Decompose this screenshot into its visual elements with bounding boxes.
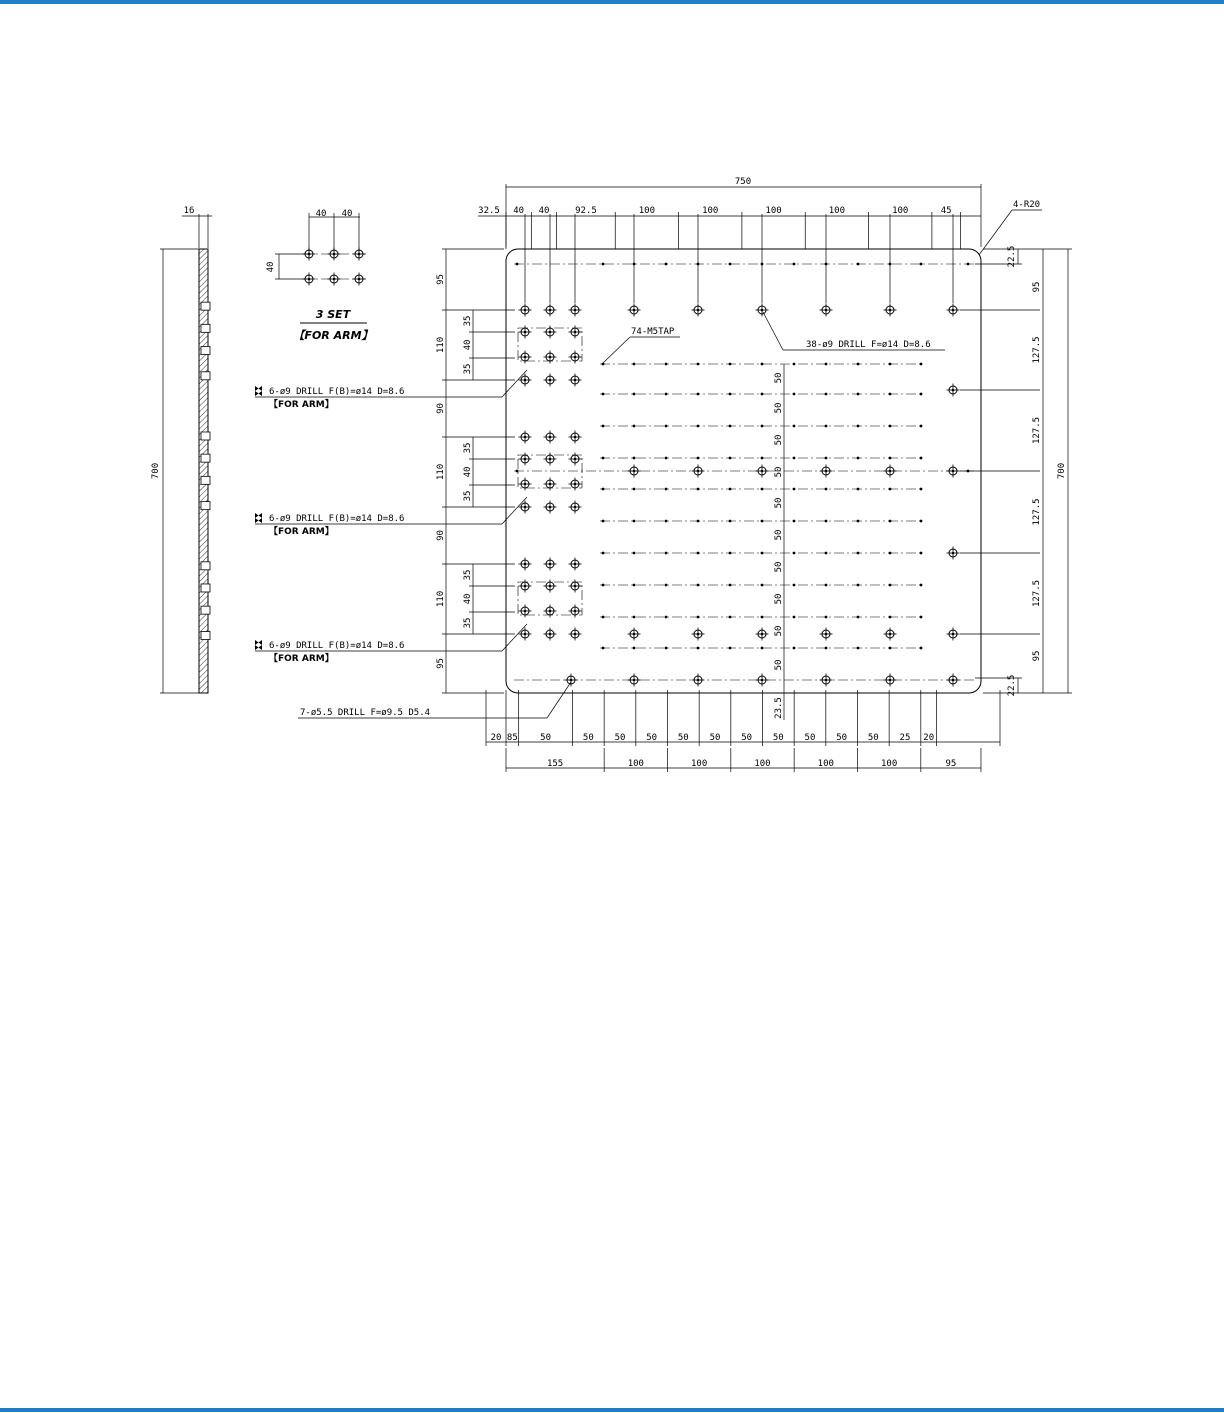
tap-hole — [857, 647, 860, 650]
tap-hole — [729, 363, 732, 366]
tap-hole — [889, 616, 892, 619]
bottom-chain-2-label: 100 — [881, 759, 898, 769]
side-counterbore — [201, 584, 210, 592]
side-height-dim: 700 — [151, 462, 161, 480]
bottom-dimension-chain — [486, 690, 1000, 772]
thickness-dim: 16 — [183, 206, 195, 216]
tap-hole — [697, 393, 700, 396]
drill-hole — [519, 501, 532, 514]
tap-hole — [761, 457, 764, 460]
drill-main-note: 38-ø9 DRILL F=ø14 D=8.6 — [806, 340, 931, 350]
tap-hole — [633, 488, 636, 491]
drill-hole — [692, 465, 705, 478]
drill-hole — [692, 628, 705, 641]
tap-hole — [761, 552, 764, 555]
side-counterbore — [201, 346, 210, 354]
tap-hole — [729, 425, 732, 428]
tap-hole — [729, 488, 732, 491]
tap-hole — [761, 425, 764, 428]
drill-hole — [692, 674, 705, 687]
side-counterbore — [201, 606, 210, 614]
side-counterbore — [201, 432, 210, 440]
tap-hole — [920, 584, 923, 587]
left-chain-label: 110 — [436, 463, 446, 481]
tap-hole — [889, 584, 892, 587]
for-arm-label: 【FOR ARM】 — [293, 329, 373, 342]
drill-hole — [569, 605, 582, 618]
bottom-chain-1-label: 50 — [582, 733, 594, 743]
bottom-chain-1-label: 50 — [867, 733, 879, 743]
tap-hole — [761, 584, 764, 587]
top-chain-label: 40 — [538, 206, 550, 216]
tap-hole — [602, 520, 605, 523]
tap-hole — [793, 488, 796, 491]
left-chain-label: 110 — [436, 590, 446, 608]
drill-hole — [544, 374, 557, 387]
drill-hole — [820, 674, 833, 687]
drill-hole — [519, 351, 532, 364]
center-chain-label: 50 — [774, 372, 784, 384]
tap-hole — [857, 552, 860, 555]
tap-hole — [761, 363, 764, 366]
tap-hole — [825, 552, 828, 555]
top-chain-label: 45 — [940, 206, 952, 216]
tap-hole — [633, 363, 636, 366]
bottom-chain-2-label: 100 — [691, 759, 708, 769]
right-chain-label: 127.5 — [1032, 498, 1042, 526]
tap-hole — [793, 425, 796, 428]
bottom-chain-1-label: 50 — [540, 733, 552, 743]
corner-radius-note: 4-R20 — [1013, 200, 1041, 210]
tap-hole — [665, 647, 668, 650]
center-chain-label: 50 — [774, 466, 784, 478]
tap-hole — [697, 584, 700, 587]
tap-hole — [633, 425, 636, 428]
right-chain-label: 95 — [1032, 281, 1042, 293]
bottom-chain-1-label: 50 — [836, 733, 848, 743]
drill-arm-note-3 — [255, 624, 527, 664]
bottom-chain-1-label: 50 — [741, 733, 753, 743]
tap-hole — [729, 584, 732, 587]
tap-hole — [920, 393, 923, 396]
tap-hole — [665, 488, 668, 491]
tap-hole — [697, 425, 700, 428]
tap-hole — [729, 552, 732, 555]
top-chain-label: 100 — [765, 206, 782, 216]
bottom-chain-1-label: 50 — [677, 733, 689, 743]
side-counterbore — [201, 372, 210, 380]
center-chain-label: 23.5 — [774, 697, 784, 719]
tap-hole — [633, 616, 636, 619]
center-chain-label: 50 — [774, 625, 784, 637]
tap-hole — [633, 393, 636, 396]
bottom-chain-2-label: 100 — [627, 759, 644, 769]
drill-hole — [947, 628, 960, 641]
drill-small-note: 7-ø5.5 DRILL F=ø9.5 D5.4 — [300, 708, 431, 718]
side-counterbore — [201, 562, 210, 570]
drill-hole — [569, 453, 582, 466]
tap-hole — [633, 584, 636, 587]
tap-hole — [793, 552, 796, 555]
drill-hole — [628, 304, 641, 317]
tap-hole — [920, 520, 923, 523]
top-chain-label: 32.5 — [478, 206, 500, 216]
left-inner-label: 35 — [463, 617, 473, 629]
tap-hole — [665, 552, 668, 555]
drill-arm-for-1: 【FOR ARM】 — [269, 400, 334, 410]
tap-hole — [633, 647, 636, 650]
tap-hole — [793, 363, 796, 366]
bottom-chain-1-label: 50 — [804, 733, 816, 743]
tap-hole — [889, 425, 892, 428]
left-chain-label: 95 — [436, 658, 446, 669]
drill-hole — [884, 304, 897, 317]
tap-hole — [920, 488, 923, 491]
drill-hole — [544, 580, 557, 593]
tap-note: 74-M5TAP — [631, 327, 675, 337]
drill-arm-note-text-2: 6-ø9 DRILL F(B)=ø14 D=8.6 — [269, 514, 405, 524]
bottom-chain-1-label: 20 — [923, 733, 935, 743]
center-chain-label: 50 — [774, 561, 784, 573]
drill-hole — [544, 605, 557, 618]
drill-arm-for-2: 【FOR ARM】 — [269, 527, 334, 537]
tap-hole — [697, 552, 700, 555]
drill-hole — [569, 374, 582, 387]
drill-hole — [544, 431, 557, 444]
bottom-chain-2-label: 155 — [546, 759, 564, 769]
tap-hole — [920, 425, 923, 428]
tap-hole — [889, 647, 892, 650]
tap-hole — [889, 552, 892, 555]
tap-hole — [761, 647, 764, 650]
tap-hole — [665, 425, 668, 428]
tap-hole — [697, 616, 700, 619]
bottom-chain-1-label: 50 — [709, 733, 721, 743]
tap-hole — [889, 520, 892, 523]
tap-hole — [761, 393, 764, 396]
arm-spacing-x2: 40 — [341, 209, 353, 219]
center-chain-label: 50 — [774, 497, 784, 509]
drill-arm-note-1 — [255, 370, 527, 410]
side-view — [151, 206, 212, 693]
tap-hole — [825, 425, 828, 428]
tap-hole — [602, 363, 605, 366]
drill-hole — [519, 374, 532, 387]
drill-hole — [569, 580, 582, 593]
drill-hole — [820, 304, 833, 317]
drill-hole — [519, 431, 532, 444]
drill-arm-note-text-1: 6-ø9 DRILL F(B)=ø14 D=8.6 — [269, 387, 405, 397]
tap-hole — [697, 363, 700, 366]
left-dimension-chain — [436, 274, 515, 669]
drill-holes — [519, 214, 960, 687]
tap-hole — [665, 393, 668, 396]
tap-hole — [825, 616, 828, 619]
right-chain-label: 22.5 — [1007, 674, 1017, 697]
bottom-chain-1-label: 85 — [506, 733, 518, 743]
tap-hole — [793, 393, 796, 396]
drill-hole — [628, 628, 641, 641]
tap-hole — [920, 363, 923, 366]
tap-hole — [665, 520, 668, 523]
tap-hole — [889, 457, 892, 460]
drill-hole — [544, 628, 557, 641]
tap-hole — [857, 425, 860, 428]
left-inner-label: 35 — [463, 490, 473, 502]
center-chain-label: 50 — [774, 659, 784, 671]
drill-hole — [519, 628, 532, 641]
tap-hole — [857, 584, 860, 587]
tap-hole — [825, 488, 828, 491]
tap-hole — [793, 616, 796, 619]
drill-hole — [756, 674, 769, 687]
top-chain-label: 100 — [702, 206, 719, 216]
tap-hole — [825, 584, 828, 587]
set-label: 3 SET — [315, 308, 351, 321]
tap-hole — [602, 425, 605, 428]
top-chain-label: 100 — [828, 206, 846, 216]
drill-hole — [519, 558, 532, 571]
center-chain-label: 50 — [774, 593, 784, 605]
tap-hole — [857, 457, 860, 460]
tap-hole — [602, 488, 605, 491]
drill-hole — [519, 478, 532, 491]
tap-hole — [602, 552, 605, 555]
tap-hole — [697, 457, 700, 460]
plan-view — [255, 177, 1072, 772]
right-chain-label: 127.5 — [1032, 579, 1042, 608]
top-chain-label: 100 — [638, 206, 656, 216]
drill-hole — [884, 674, 897, 687]
drill-hole — [820, 628, 833, 641]
tap-hole — [602, 616, 605, 619]
drill-hole — [544, 501, 557, 514]
drill-arm-note-text-3: 6-ø9 DRILL F(B)=ø14 D=8.6 — [269, 641, 405, 651]
tap-hole — [761, 488, 764, 491]
left-inner-label: 35 — [463, 315, 473, 327]
drill-hole — [756, 304, 769, 317]
tap-hole — [857, 393, 860, 396]
tap-hole — [825, 393, 828, 396]
tap-hole — [793, 584, 796, 587]
drill-hole — [519, 453, 532, 466]
top-chain-label: 40 — [513, 206, 525, 216]
left-chain-label: 110 — [436, 336, 446, 354]
tap-hole — [633, 520, 636, 523]
right-chain-label: 22.5 — [1007, 245, 1017, 268]
drill-hole — [569, 558, 582, 571]
centre-lines — [514, 264, 975, 680]
drill-hole — [544, 351, 557, 364]
drill-arm-for-3: 【FOR ARM】 — [269, 654, 334, 664]
tap-hole — [825, 647, 828, 650]
left-inner-label: 35 — [463, 442, 473, 454]
drill-arm-note-2 — [255, 497, 527, 537]
top-dimension-chain — [478, 206, 960, 249]
tap-hole — [761, 616, 764, 619]
bottom-chain-1-label: 50 — [646, 733, 658, 743]
drill-hole — [544, 478, 557, 491]
tap-hole — [920, 647, 923, 650]
bottom-chain-2-label: 100 — [817, 759, 834, 769]
tap-hole — [857, 520, 860, 523]
side-counterbore — [201, 302, 210, 310]
right-chain-label: 127.5 — [1032, 416, 1042, 445]
tap-hole — [920, 457, 923, 460]
tap-hole — [665, 457, 668, 460]
tap-hole — [920, 552, 923, 555]
bottom-rule — [0, 1408, 1224, 1412]
drill-hole — [756, 628, 769, 641]
tap-hole — [825, 520, 828, 523]
drill-hole — [884, 465, 897, 478]
tap-hole — [729, 457, 732, 460]
tap-hole — [793, 647, 796, 650]
tap-hole — [729, 616, 732, 619]
drill-hole — [947, 674, 960, 687]
drill-hole — [884, 628, 897, 641]
center-chain-label: 50 — [774, 434, 784, 446]
tap-hole — [697, 488, 700, 491]
tap-hole — [857, 363, 860, 366]
overall-width-dim: 750 — [734, 177, 752, 187]
drill-hole — [947, 547, 960, 560]
tap-hole — [697, 647, 700, 650]
tap-hole — [665, 584, 668, 587]
tap-hole — [729, 647, 732, 650]
drill-hole — [628, 465, 641, 478]
left-inner-label: 35 — [463, 569, 473, 581]
tap-hole — [602, 393, 605, 396]
right-chain-label: 127.5 — [1032, 336, 1042, 364]
tap-hole — [825, 457, 828, 460]
side-counterbore — [201, 631, 210, 639]
side-counterbore — [201, 502, 210, 510]
tap-hole — [602, 647, 605, 650]
drill-hole — [569, 628, 582, 641]
drill-hole — [544, 304, 557, 317]
drill-hole — [519, 580, 532, 593]
side-counterbore — [201, 454, 210, 462]
tap-hole — [889, 393, 892, 396]
left-inner-label: 40 — [463, 339, 473, 351]
drill-hole — [692, 304, 705, 317]
tap-hole — [729, 520, 732, 523]
left-inner-label: 40 — [463, 466, 473, 478]
tap-hole — [761, 520, 764, 523]
drill-hole — [569, 326, 582, 339]
drill-hole — [756, 465, 769, 478]
tap-hole — [729, 393, 732, 396]
drill-hole — [544, 326, 557, 339]
bottom-chain-1-label: 50 — [772, 733, 784, 743]
drill-hole — [947, 384, 960, 397]
tap-hole — [793, 457, 796, 460]
arm-spacing-y: 40 — [266, 261, 276, 273]
drill-hole — [569, 501, 582, 514]
right-chain-label: 95 — [1032, 650, 1042, 662]
tap-hole — [633, 552, 636, 555]
drill-hole — [569, 431, 582, 444]
bottom-chain-1-label: 25 — [899, 733, 911, 743]
drill-hole — [820, 465, 833, 478]
center-dimension-chain — [774, 373, 784, 719]
top-chain-label: 100 — [892, 206, 909, 216]
tap-hole — [697, 520, 700, 523]
tap-hole — [889, 363, 892, 366]
tap-holes — [516, 263, 970, 650]
left-chain-label: 90 — [436, 403, 446, 414]
tap-hole — [665, 363, 668, 366]
center-chain-label: 50 — [774, 402, 784, 414]
tap-hole — [857, 488, 860, 491]
left-chain-label: 95 — [436, 274, 446, 285]
overall-height-dim: 700 — [1057, 462, 1067, 480]
tap-hole — [825, 363, 828, 366]
tap-hole — [793, 520, 796, 523]
arm-spacing-x1: 40 — [315, 209, 327, 219]
left-chain-label: 90 — [436, 530, 446, 541]
tap-hole — [602, 584, 605, 587]
tap-hole — [602, 457, 605, 460]
bottom-chain-2-label: 100 — [754, 759, 771, 769]
tap-hole — [889, 488, 892, 491]
left-inner-label: 40 — [463, 593, 473, 605]
tap-hole — [920, 616, 923, 619]
left-inner-label: 35 — [463, 363, 473, 375]
drill-hole — [947, 304, 960, 317]
drill-hole — [519, 326, 532, 339]
center-chain-label: 50 — [774, 529, 784, 541]
drill-hole — [519, 605, 532, 618]
drill-hole — [569, 351, 582, 364]
side-counterbore — [201, 476, 210, 484]
drill-hole — [569, 304, 582, 317]
bottom-chain-2-label: 95 — [945, 759, 957, 769]
tap-hole — [857, 616, 860, 619]
arm-pattern-detail — [266, 209, 373, 342]
drill-hole — [519, 304, 532, 317]
drill-hole — [544, 558, 557, 571]
drill-hole — [947, 465, 960, 478]
bottom-chain-1-label: 50 — [614, 733, 626, 743]
drill-hole — [565, 674, 578, 687]
tap-hole — [633, 457, 636, 460]
tap-hole — [665, 616, 668, 619]
side-counterbore — [201, 324, 210, 332]
drill-hole — [544, 453, 557, 466]
drill-hole — [569, 478, 582, 491]
bottom-chain-1-label: 20 — [490, 733, 502, 743]
top-chain-label: 92.5 — [575, 206, 597, 216]
drill-hole — [628, 674, 641, 687]
